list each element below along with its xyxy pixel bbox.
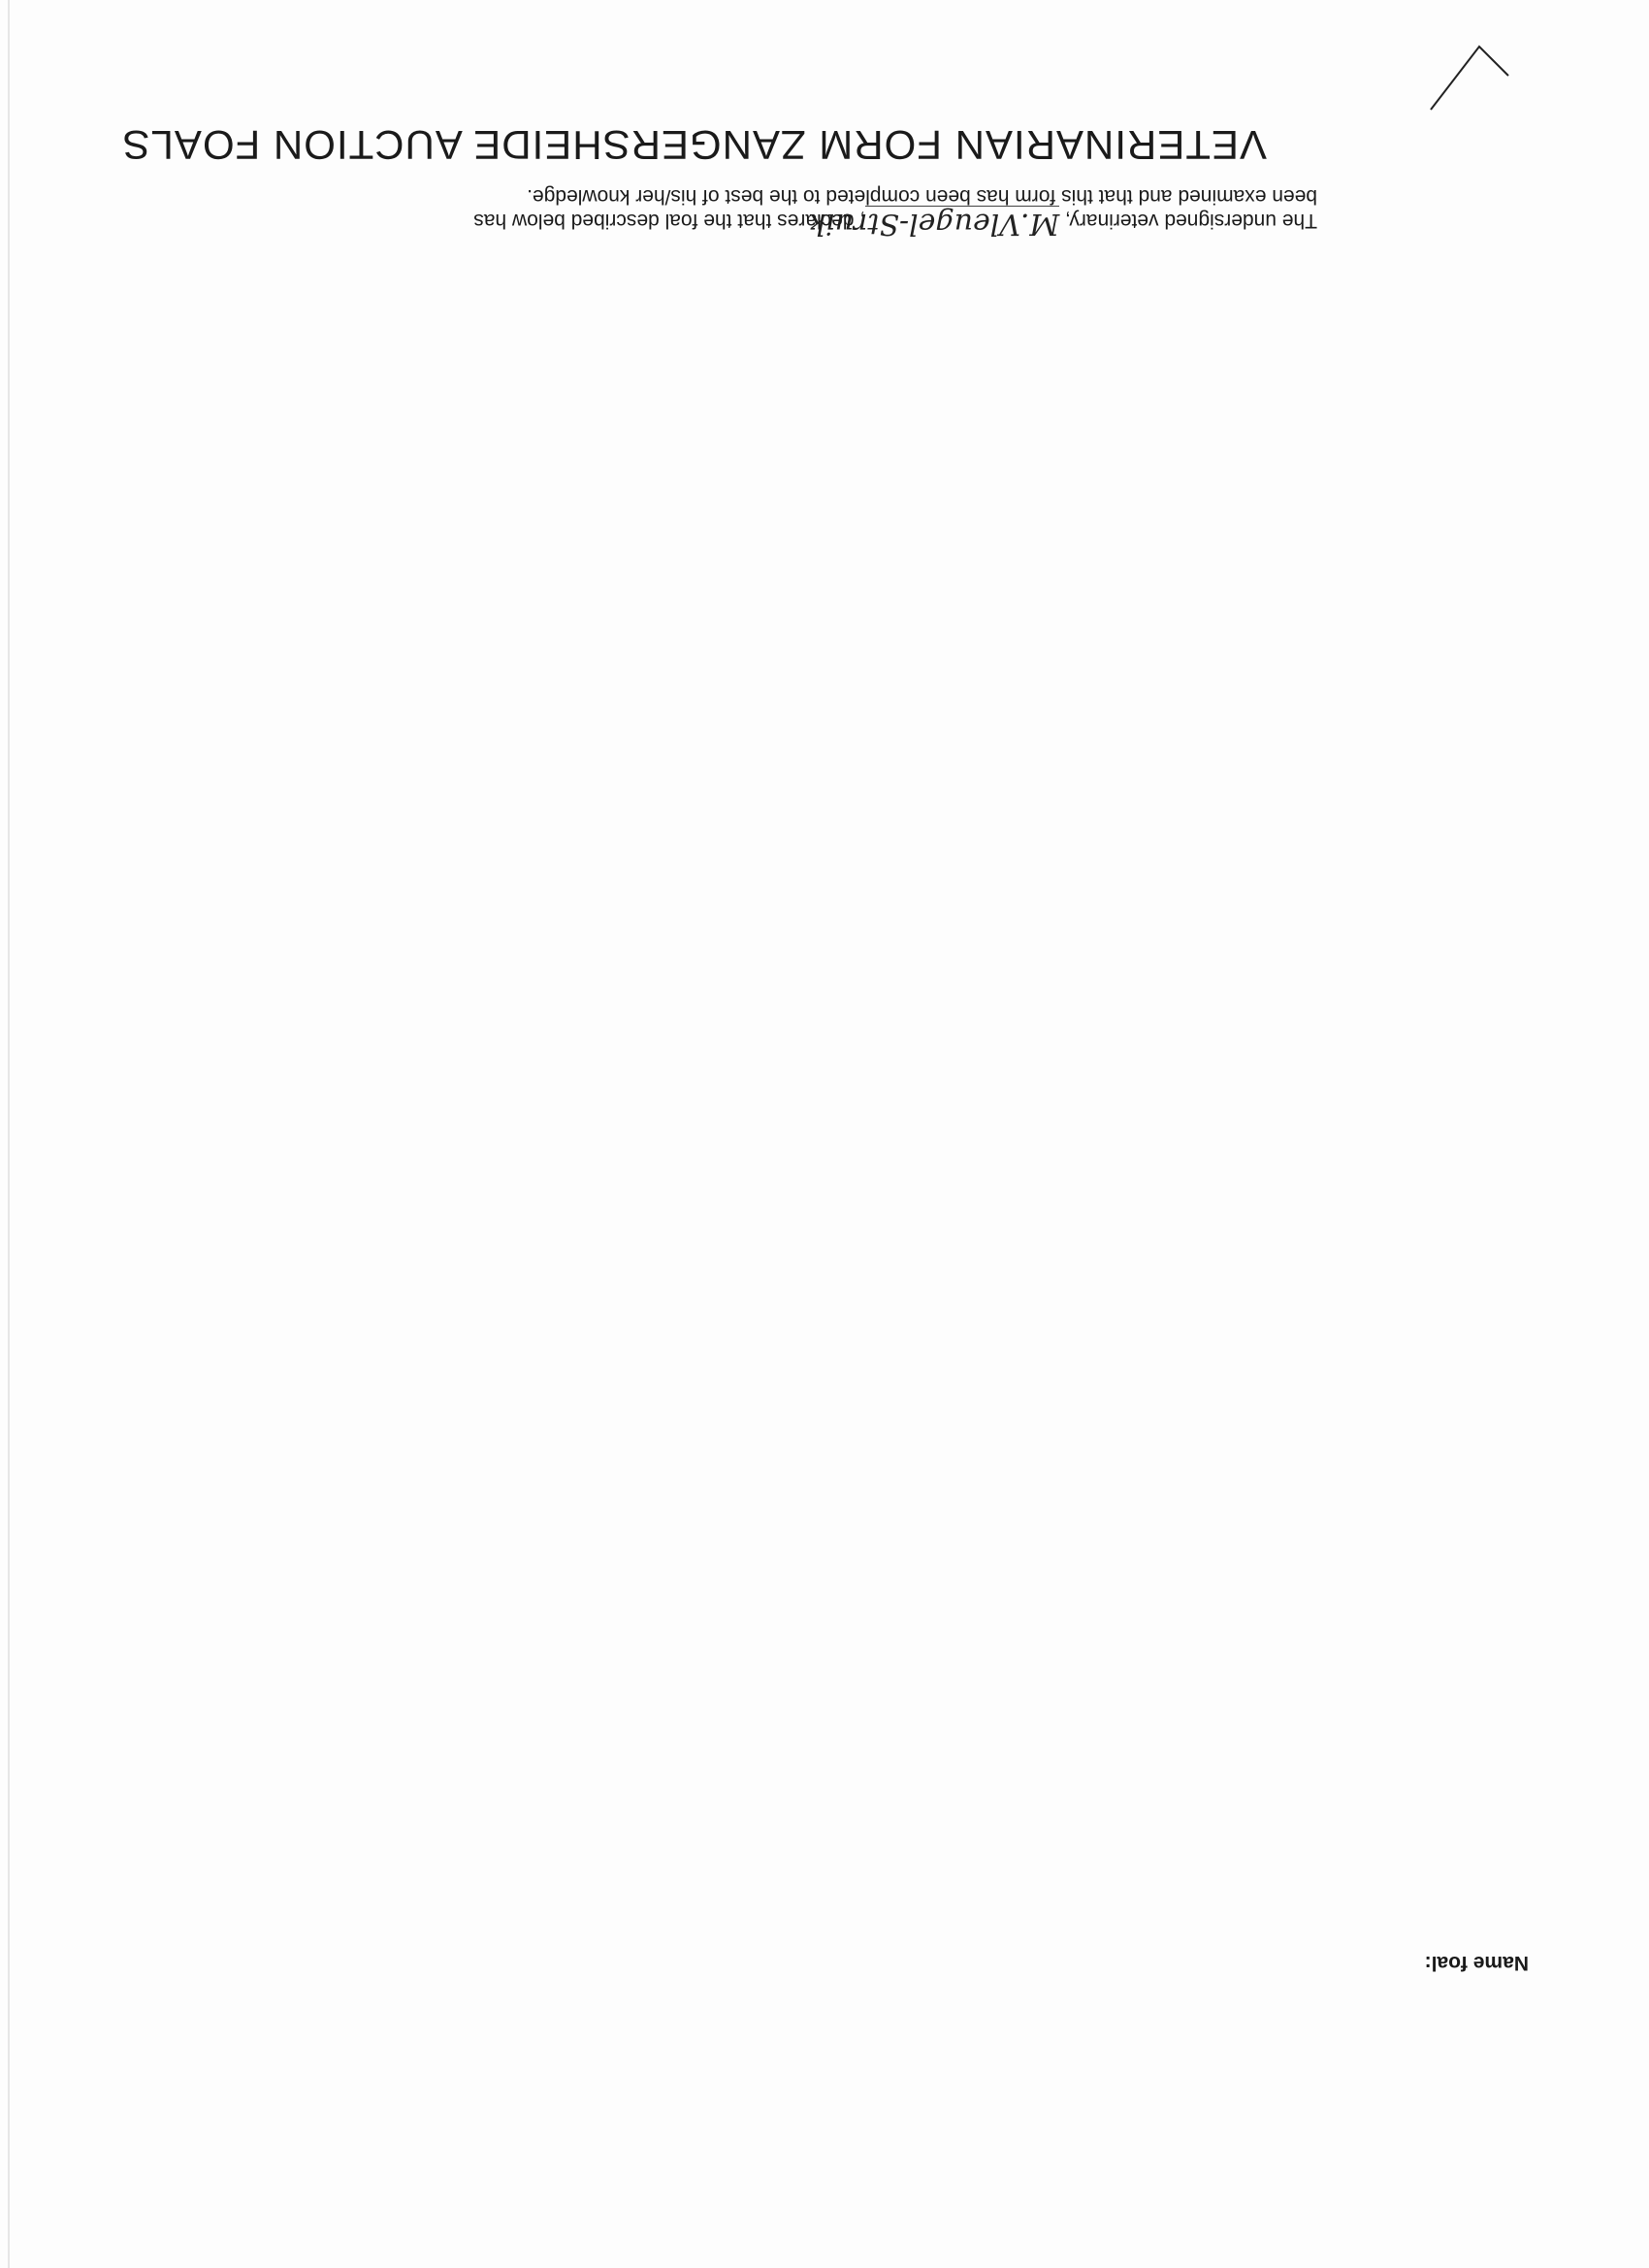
name-foal-label: Name foal: <box>1424 1952 1529 1974</box>
check-mark-icon <box>1426 37 1513 114</box>
intro-line1: The undersigned veterinary, M.Vleugel-Struik, declares that the foal described below has <box>473 207 1317 241</box>
scan-edge <box>8 0 10 2268</box>
vet-name-handwritten: M.Vleugel-Struik <box>807 207 1060 241</box>
intro-line2: been examined and that this form has been completed to the best of his/her knowledge. <box>527 185 1317 208</box>
form-title: VETERINARIAN FORM ZANGERSHEIDE AUCTION FOALS <box>121 122 1267 168</box>
